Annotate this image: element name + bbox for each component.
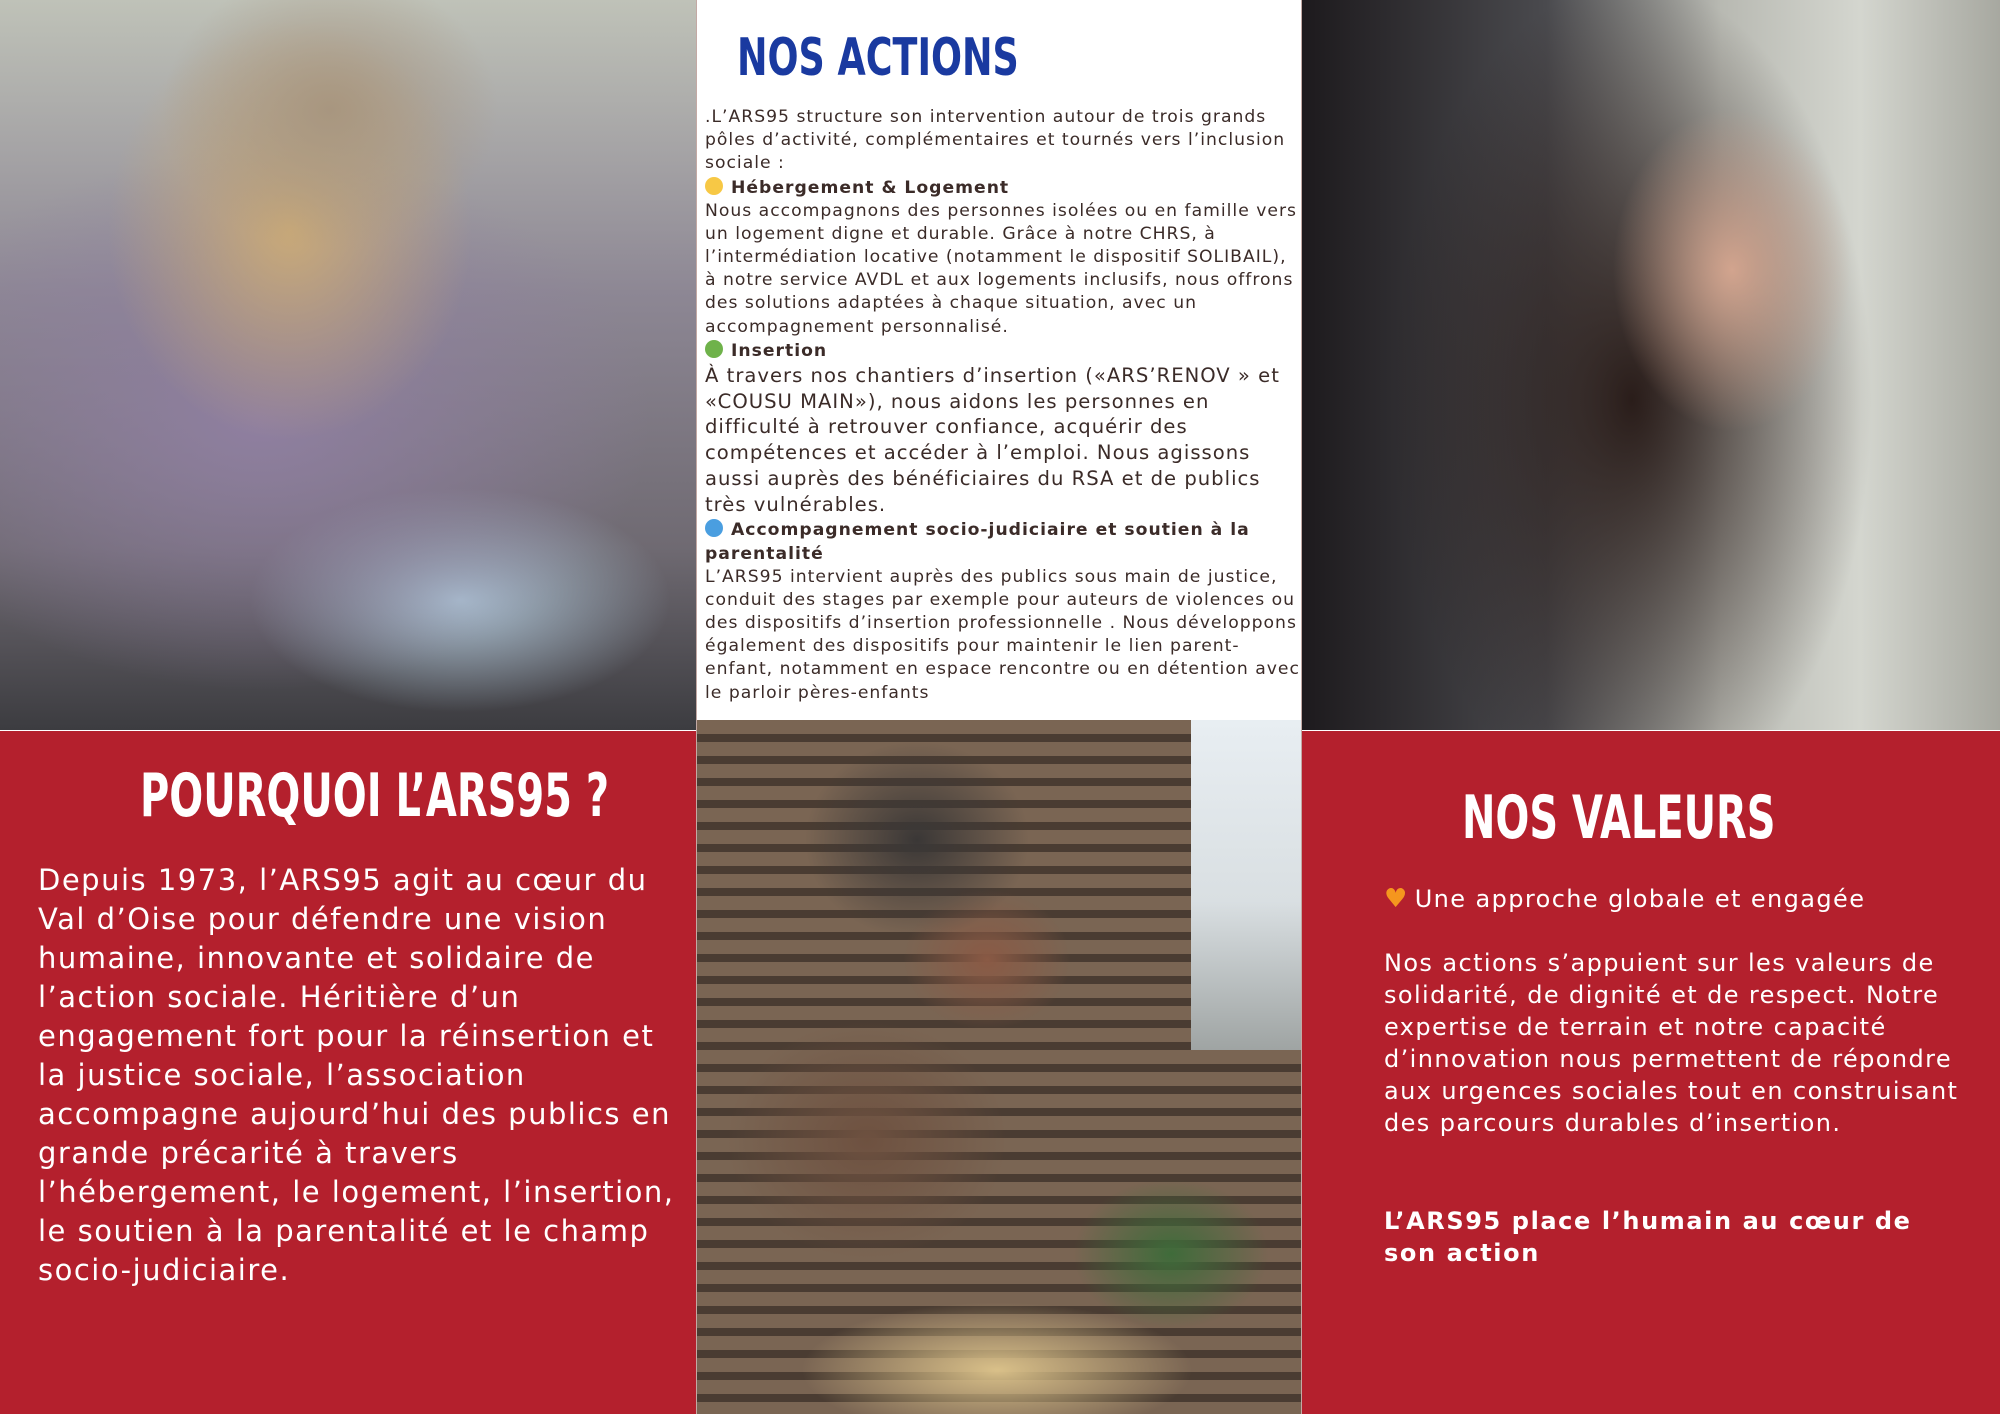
why-title: POURQUOI L’ARS95 ? — [140, 761, 610, 831]
section-text-socio-judiciaire: L’ARS95 intervient auprès des publics sous main de justice, conduit des stages par exemple pour auteurs de violences ou des dispositifs d’insertion professionnelle . Nous développons également des dispositifs pour maintenir le lien parent-enfant, notamment en espace rencontre ou en détention avec le parloir pères-enfants — [705, 566, 1300, 703]
orange-heart-icon: ♥ — [1384, 884, 1409, 914]
actions-intro: .L’ARS95 structure son intervention autour de trois grands pôles d’activité, complémentaires et tournés vers l’inclusion sociale : — [705, 107, 1286, 174]
photo-woman-sewing — [0, 0, 696, 730]
why-panel — [0, 731, 696, 1414]
section-text-insertion: À travers nos chantiers d’insertion («ARS’RENOV » et «COUSU MAIN»), nous aidons les personnes en difficulté à retrouver confiance, acquérir des compétences et accéder à l’emploi. Nous agissons aussi auprès des bénéficiaires du RSA et de publics très vulnérables. — [705, 363, 1280, 516]
why-text: Depuis 1973, l’ARS95 agit au cœur du Val d’Oise pour défendre une vision humaine, innovante et solidaire de l’action sociale. Héritière d’un engagement fort pour la réinsertion et la justice sociale, l’association accompagne aujourd’hui des publics en grande précarité à travers l’hébergement, le logement, l’insertion, le soutien à la parentalité et le champ socio-judiciaire. — [38, 863, 675, 1287]
section-heading-socio-judiciaire — [705, 518, 1301, 566]
values-lead — [1384, 883, 1984, 915]
photo-woman-portrait — [1302, 0, 2000, 730]
photo-worker-circular-saw — [697, 720, 1301, 1414]
green-dot-icon — [705, 340, 723, 358]
section-heading-label: Hébergement & Logement — [731, 177, 1010, 198]
blue-dot-icon — [705, 519, 723, 537]
section-heading-hebergement — [705, 176, 1301, 200]
values-conclusion: L’ARS95 place l’humain au cœur de son action — [1384, 1207, 1912, 1267]
values-text: Nos actions s’appuient sur les valeurs de solidarité, de dignité et de respect. Notre expertise de terrain et notre capacité d’innovation nous permettent de répondre aux urgences sociales tout en construisant des parcours durables d’insertion. — [1384, 949, 1959, 1137]
actions-title: NOS ACTIONS — [737, 28, 1019, 88]
divider-left — [696, 0, 697, 1414]
section-text-hebergement: Nous accompagnons des personnes isolées ou en famille vers un logement digne et durable. Grâce à notre CHRS, à l’intermédiation locative (notamment le dispositif SOLIBAIL), à notre service AVDL et aux logements inclusifs, nous offrons des solutions adaptées à chaque situation, avec un accompagnement personnalisé. — [705, 200, 1297, 337]
values-title: NOS VALEURS — [1462, 783, 1776, 853]
values-lead-label: Une approche globale et engagée — [1414, 885, 1866, 913]
divider-right — [1301, 0, 1302, 1414]
section-heading-label: Insertion — [731, 340, 828, 361]
section-heading-label: Accompagnement socio-judiciaire et soutien à la parentalité — [705, 519, 1250, 564]
actions-body — [705, 106, 1301, 705]
values-panel — [1302, 731, 2000, 1414]
actions-panel — [697, 0, 1301, 720]
section-heading-insertion — [705, 339, 1301, 363]
yellow-dot-icon — [705, 177, 723, 195]
